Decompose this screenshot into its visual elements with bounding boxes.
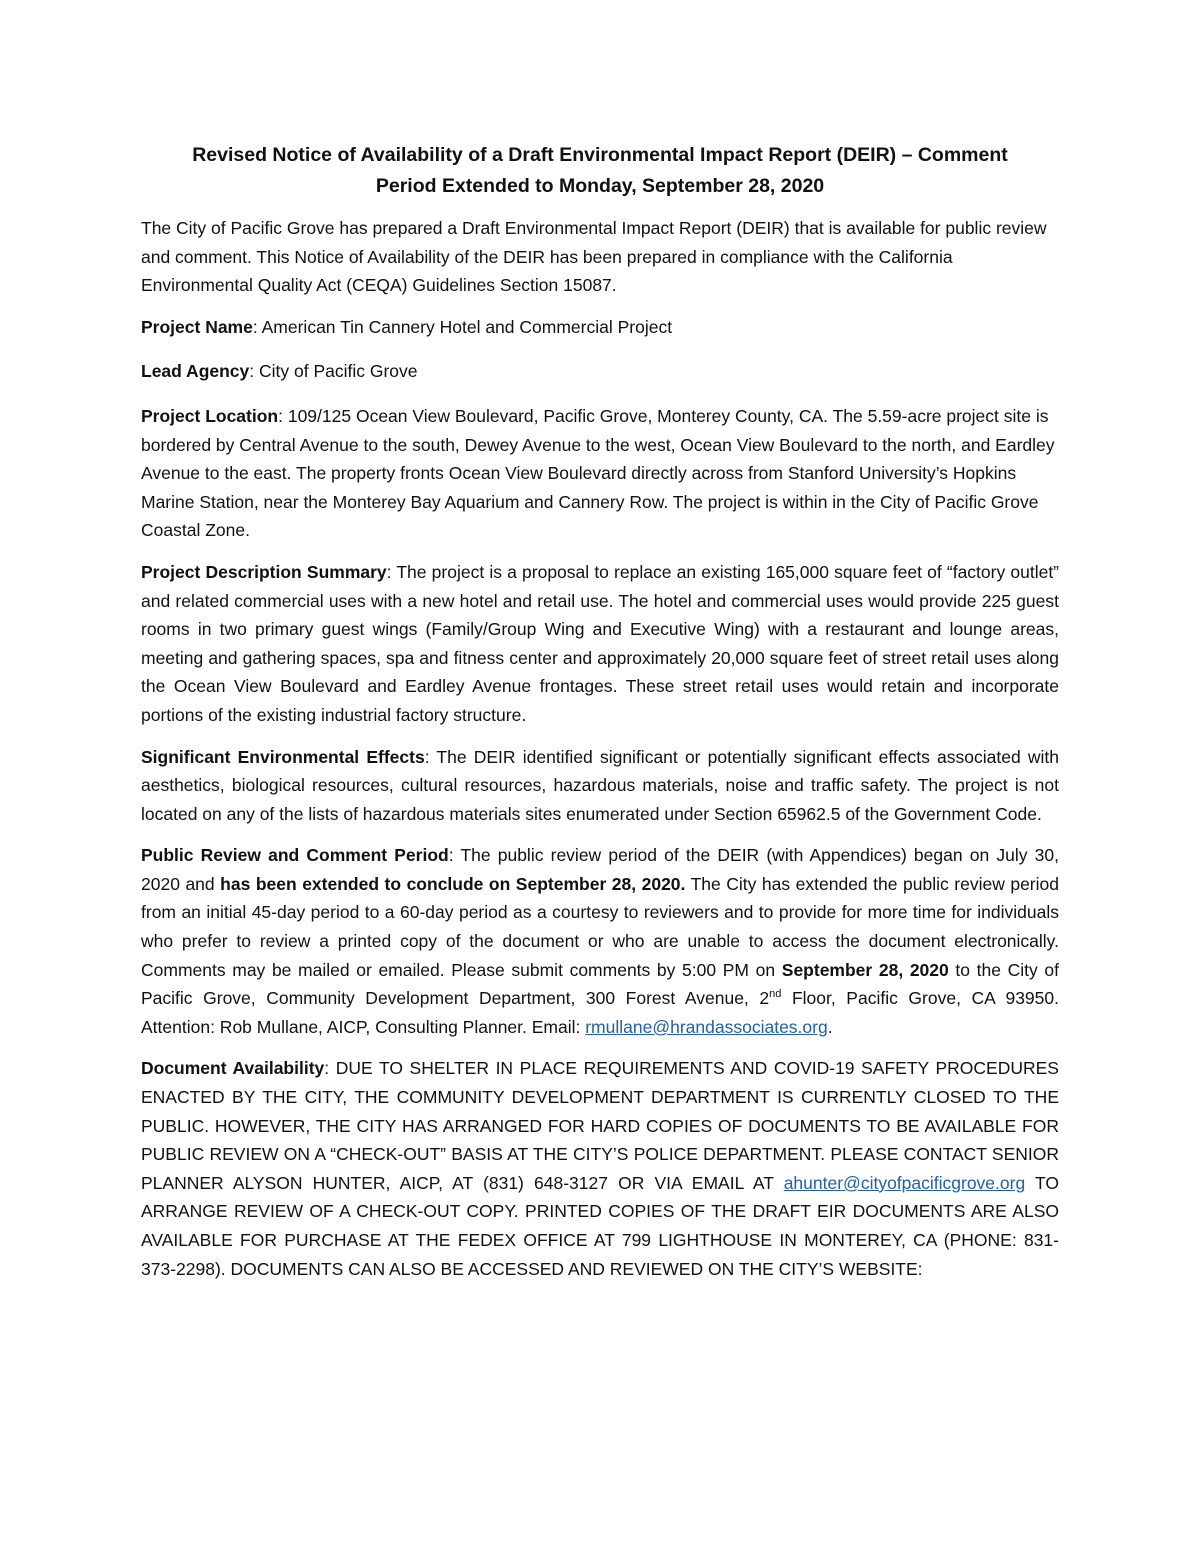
project-description-label: Project Description Summary xyxy=(141,561,387,582)
public-review-text-2: The City has extended the public review period from an initial 45-day period to a 60-day period as a courtesy to reviewers and to provide for more time for individuals who prefer to review a printed copy of the document or who are unable to access the document electronically. Comments may be mailed or emailed. Please submit comments by 5:00 PM on xyxy=(141,873,1059,980)
document-availability-section xyxy=(141,1054,1059,1283)
lead-agency-value: : City of Pacific Grove xyxy=(249,361,418,382)
project-description-value: : The project is a proposal to replace an existing 165,000 square feet of “factory outlet” and related commercial uses with a new hotel and retail use. The hotel and commercial uses would provide 225 guest rooms in two primary guest wings (Family/Group Wing and Executive Wing) with a restaurant and lounge areas, meeting and gathering spaces, spa and fitness center and approximately 20,000 square feet of street retail uses along the Ocean View Boulevard and Eardley Avenue frontages. These street retail uses would retain and incorporate portions of the existing industrial factory structure. xyxy=(141,561,1060,725)
notice-title xyxy=(141,140,1059,202)
rmullane-email-link[interactable]: rmullane@hrandassociates.org xyxy=(585,1016,828,1037)
project-location-value: : 109/125 Ocean View Boulevard, Pacific Grove, Monterey County, CA. The 5.59-acre project site is bordered by Central Avenue to the south, Dewey Avenue to the west, Ocean View Boulevard to the north, and Eardley Avenue to the east. The property fronts Ocean View Boulevard directly across from Stanford University’s Hopkins Marine Station, near the Monterey Bay Aquarium and Cannery Row. The project is within in the City of Pacific Grove Coastal Zone. xyxy=(141,405,1055,541)
environmental-effects-section xyxy=(141,743,1059,829)
document-page xyxy=(141,140,1059,1296)
project-name-section xyxy=(141,313,1059,342)
public-review-section xyxy=(141,841,1059,1041)
project-name-label: Project Name xyxy=(141,316,253,337)
project-location-section xyxy=(141,402,1059,545)
document-availability-text-2: TO ARRANGE REVIEW OF A CHECK-OUT COPY. PRINTED COPIES OF THE DRAFT EIR DOCUMENTS ARE ALSO AVAILABLE FOR PURCHASE AT THE FEDEX OFFICE AT 799 LIGHTHOUSE IN MONTEREY, CA (PHONE: 831-373-2298). DOCUMENTS CAN ALSO BE ACCESSED AND REVIEWED ON THE CITY’S WEBSITE: xyxy=(141,1172,1059,1279)
notice-title-line-2: Period Extended to Monday, September 28, 2020 xyxy=(375,175,825,197)
environmental-effects-value: : The DEIR identified significant or potentially significant effects associated with aesthetics, biological resources, cultural resources, hazardous materials, noise and traffic safety. The project is not located on any of the lists of hazardous materials sites enumerated under Section 65962.5 of the Government Code. xyxy=(141,746,1060,824)
lead-agency-section xyxy=(141,357,1059,386)
public-review-text-3: to the City of Pacific Grove, Community Development Department, 300 Forest Avenue, 2 xyxy=(141,959,1059,1009)
public-review-text-5: . xyxy=(827,1016,833,1037)
public-review-text-4: Floor, Pacific Grove, CA 93950. Attention: Rob Mullane, AICP, Consulting Planner. Email: xyxy=(141,988,1059,1037)
public-review-label: Public Review and Comment Period xyxy=(141,845,449,866)
intro-paragraph: The City of Pacific Grove has prepared a Draft Environmental Impact Report (DEIR) that is available for public review and comment. This Notice of Availability of the DEIR has been prepared in compliance with the California Environmental Quality Act (CEQA) Guidelines Section 15087. xyxy=(141,218,1047,296)
project-location-label: Project Location xyxy=(141,405,279,426)
environmental-effects-label: Significant Environmental Effects xyxy=(141,746,425,767)
public-review-deadline: September 28, 2020 xyxy=(781,959,949,980)
project-description-section xyxy=(141,558,1059,730)
lead-agency-label: Lead Agency xyxy=(141,361,250,382)
document-availability-text-1: : DUE TO SHELTER IN PLACE REQUIREMENTS AND COVID-19 SAFETY PROCEDURES ENACTED BY THE CITY, THE COMMUNITY DEVELOPMENT DEPARTMENT IS CURRENTLY CLOSED TO THE PUBLIC. HOWEVER, THE CITY HAS ARRANGED FOR HARD COPIES OF DOCUMENTS TO BE AVAILABLE FOR PUBLIC REVIEW ON A “CHECK-OUT” BASIS AT THE CITY’S POLICE DEPARTMENT. PLEASE CONTACT SENIOR PLANNER ALYSON HUNTER, AICP, AT (831) 648-3127 OR VIA EMAIL AT xyxy=(141,1058,1059,1193)
notice-title-line-1: Revised Notice of Availability of a Draft Environmental Impact Report (DEIR) – Comment xyxy=(192,144,1008,166)
floor-superscript: nd xyxy=(769,988,782,1001)
document-availability-label: Document Availability xyxy=(141,1058,325,1079)
public-review-text-1: : The public review period of the DEIR (with Appendices) began on July 30, 2020 and xyxy=(141,845,1059,894)
project-name-value: : American Tin Cannery Hotel and Commercial Project xyxy=(252,316,673,337)
public-review-extension-date: has been extended to conclude on September 28, 2020. xyxy=(220,873,686,894)
ahunter-email-link[interactable]: ahunter@cityofpacificgrove.org xyxy=(783,1172,1026,1193)
